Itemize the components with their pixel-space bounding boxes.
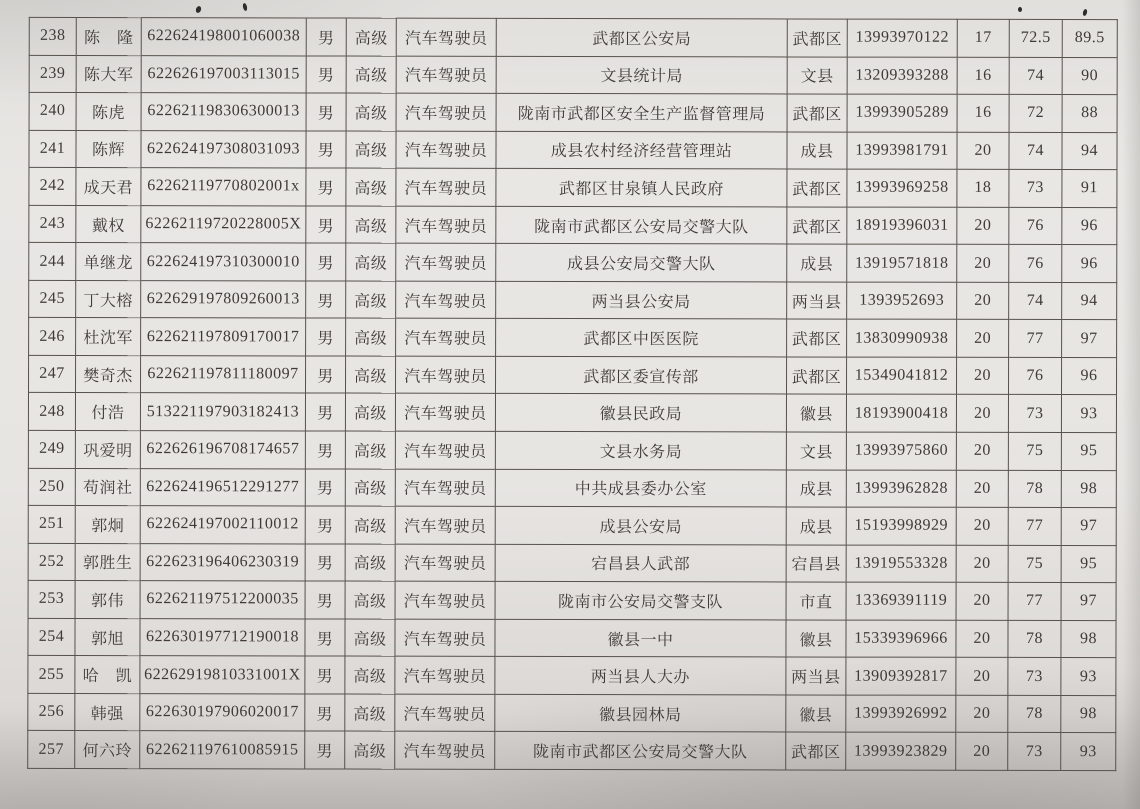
cell-index: 247 [29, 355, 76, 393]
cell-level: 高级 [345, 506, 395, 544]
paper-edge-shadow [1122, 0, 1140, 809]
cell-level: 高级 [345, 431, 395, 469]
table-row [28, 468, 1116, 508]
cell-score-3: 96 [1062, 245, 1117, 283]
cell-occupation: 汽车驾驶员 [395, 506, 495, 544]
cell-work-unit: 陇南市武都区安全生产监督管理局 [496, 93, 787, 131]
cell-work-unit: 两当县人大办 [495, 657, 786, 695]
cell-region: 武都区 [786, 357, 846, 395]
cell-name: 戴权 [76, 205, 141, 243]
cell-score-1: 20 [956, 620, 1008, 658]
cell-id-number: 622624197310300010 [141, 243, 306, 281]
cell-index: 248 [28, 393, 75, 431]
cell-name: 韩强 [75, 693, 140, 731]
table-row [29, 92, 1117, 132]
cell-name: 郭旭 [75, 618, 140, 656]
cell-name: 郭胜生 [75, 543, 140, 581]
cell-index: 240 [29, 92, 76, 130]
cell-work-unit: 宕昌县人武部 [495, 544, 786, 582]
cell-work-unit: 陇南市武都区公安局交警大队 [495, 732, 786, 770]
cell-id-number: 622626197003113015 [141, 55, 306, 93]
cell-score-2: 73 [1008, 395, 1061, 433]
cell-gender: 男 [306, 206, 346, 244]
cell-region: 市直 [786, 582, 846, 620]
table-row [29, 205, 1117, 245]
cell-gender: 男 [305, 431, 345, 469]
cell-gender: 男 [306, 131, 346, 169]
cell-region: 徽县 [786, 620, 846, 658]
cell-phone: 13909392817 [846, 657, 956, 695]
cell-region: 两当县 [786, 657, 846, 695]
cell-region: 成县 [787, 244, 847, 282]
cell-score-3: 98 [1061, 620, 1116, 658]
cell-score-3: 94 [1062, 132, 1117, 170]
table-row [28, 656, 1116, 696]
cell-phone: 13919571818 [847, 244, 957, 282]
cell-phone: 13919553328 [846, 545, 956, 583]
cell-region: 宕昌县 [786, 545, 846, 583]
cell-work-unit: 成县公安局交警大队 [496, 244, 787, 282]
cell-score-2: 78 [1008, 695, 1061, 733]
cell-region: 成县 [787, 132, 847, 170]
cell-occupation: 汽车驾驶员 [396, 18, 496, 56]
cell-work-unit: 武都区中医医院 [496, 319, 787, 357]
photo-speck [242, 3, 248, 12]
cell-score-1: 20 [956, 357, 1008, 395]
cell-level: 高级 [346, 356, 396, 394]
cell-level: 高级 [345, 619, 395, 657]
cell-gender: 男 [306, 93, 346, 131]
cell-id-number: 622621198306300013 [141, 93, 306, 131]
cell-name: 巩爱明 [75, 430, 140, 468]
cell-id-number: 622621197811180097 [141, 356, 306, 394]
cell-occupation: 汽车驾驶员 [396, 206, 496, 244]
cell-occupation: 汽车驾驶员 [396, 131, 496, 169]
cell-gender: 男 [305, 619, 345, 657]
cell-level: 高级 [345, 544, 395, 582]
cell-level: 高级 [346, 168, 396, 206]
cell-region: 武都区 [786, 732, 846, 770]
cell-occupation: 汽车驾驶员 [396, 168, 496, 206]
cell-score-3: 88 [1062, 95, 1117, 133]
cell-score-1: 20 [956, 395, 1008, 433]
cell-index: 257 [28, 731, 75, 769]
photo-speck [1082, 9, 1088, 17]
cell-score-2: 75 [1008, 432, 1061, 470]
cell-level: 高级 [346, 206, 396, 244]
table-row [29, 17, 1117, 57]
cell-score-2: 73 [1008, 733, 1061, 771]
table-row [29, 168, 1117, 208]
cell-index: 254 [28, 618, 75, 656]
cell-work-unit: 徽县园林局 [495, 694, 786, 732]
cell-index: 250 [28, 468, 75, 506]
cell-score-3: 98 [1061, 695, 1116, 733]
cell-score-1: 20 [956, 470, 1008, 508]
cell-region: 武都区 [787, 319, 847, 357]
cell-index: 244 [29, 243, 76, 281]
cell-score-3: 95 [1061, 433, 1116, 471]
cell-occupation: 汽车驾驶员 [396, 356, 496, 394]
cell-level: 高级 [345, 469, 395, 507]
cell-name: 郭炯 [75, 506, 140, 544]
table-row [28, 618, 1116, 658]
cell-name: 郭伟 [75, 581, 140, 619]
cell-id-number: 622624197308031093 [141, 130, 306, 168]
table-row [29, 280, 1117, 320]
cell-score-3: 93 [1061, 395, 1116, 433]
cell-gender: 男 [305, 469, 345, 507]
cell-score-2: 77 [1008, 508, 1061, 546]
cell-phone: 13993962828 [846, 470, 956, 508]
cell-name: 付浩 [75, 393, 140, 431]
cell-name: 陈虎 [76, 93, 141, 131]
cell-score-2: 78 [1008, 470, 1061, 508]
table-row [29, 243, 1117, 283]
cell-work-unit: 文县统计局 [496, 56, 787, 94]
cell-gender: 男 [306, 318, 346, 356]
cell-occupation: 汽车驾驶员 [395, 732, 495, 770]
cell-score-2: 78 [1008, 620, 1061, 658]
cell-phone: 1393952693 [847, 282, 957, 320]
cell-region: 武都区 [787, 169, 847, 207]
cell-score-3: 98 [1061, 470, 1116, 508]
cell-occupation: 汽车驾驶员 [396, 319, 496, 357]
cell-phone: 13993969258 [847, 169, 957, 207]
cell-score-3: 97 [1061, 508, 1116, 546]
cell-id-number: 62262119720228005X [141, 205, 306, 243]
cell-score-2: 77 [1009, 320, 1062, 358]
table-row [28, 505, 1116, 545]
cell-level: 高级 [346, 318, 396, 356]
table-row [29, 318, 1117, 358]
cell-score-1: 20 [956, 507, 1008, 545]
cell-score-3: 96 [1061, 357, 1116, 395]
cell-name: 哈 凯 [75, 656, 140, 694]
cell-score-3: 94 [1062, 282, 1117, 320]
cell-gender: 男 [305, 393, 345, 431]
cell-occupation: 汽车驾驶员 [395, 431, 495, 469]
cell-score-1: 20 [956, 695, 1008, 733]
cell-score-1: 20 [957, 320, 1009, 358]
cell-region: 文县 [786, 432, 846, 470]
cell-work-unit: 中共成县委办公室 [495, 469, 786, 507]
cell-score-3: 90 [1062, 57, 1117, 95]
cell-occupation: 汽车驾驶员 [395, 469, 495, 507]
cell-id-number: 622624196512291277 [140, 468, 305, 506]
cell-score-2: 72 [1009, 95, 1062, 133]
cell-name: 单继龙 [76, 243, 141, 281]
cell-work-unit: 武都区委宣传部 [496, 356, 787, 394]
cell-index: 253 [28, 581, 75, 619]
cell-level: 高级 [345, 656, 395, 694]
cell-name: 何六玲 [75, 731, 140, 769]
cell-index: 251 [28, 505, 75, 543]
cell-gender: 男 [305, 581, 345, 619]
cell-work-unit: 武都区公安局 [496, 18, 787, 56]
cell-gender: 男 [305, 544, 345, 582]
cell-phone: 13993975860 [846, 432, 956, 470]
cell-index: 238 [29, 17, 76, 55]
roster-table-body [28, 17, 1118, 770]
cell-index: 252 [28, 543, 75, 581]
cell-level: 高级 [346, 281, 396, 319]
cell-index: 239 [29, 55, 76, 93]
cell-phone: 18919396031 [847, 207, 957, 245]
cell-index: 243 [29, 205, 76, 243]
cell-phone: 13209393288 [847, 57, 957, 95]
cell-level: 高级 [346, 243, 396, 281]
cell-occupation: 汽车驾驶员 [395, 581, 495, 619]
cell-score-1: 16 [957, 94, 1009, 132]
cell-score-1: 20 [957, 132, 1009, 170]
cell-score-1: 20 [957, 245, 1009, 283]
cell-id-number: 62262119770802001x [141, 168, 306, 206]
cell-name: 陈辉 [76, 130, 141, 168]
cell-gender: 男 [305, 731, 345, 769]
cell-level: 高级 [345, 694, 395, 732]
cell-score-1: 20 [957, 282, 1009, 320]
cell-level: 高级 [346, 93, 396, 131]
cell-phone: 15349041812 [846, 357, 956, 395]
cell-id-number: 622630197712190018 [140, 618, 305, 656]
cell-id-number: 622629197809260013 [141, 280, 306, 318]
cell-score-3: 97 [1062, 320, 1117, 358]
cell-occupation: 汽车驾驶员 [396, 243, 496, 281]
cell-gender: 男 [306, 356, 346, 394]
cell-name: 杜沈军 [76, 318, 141, 356]
cell-name: 陈大军 [76, 55, 141, 93]
cell-region: 徽县 [786, 394, 846, 432]
cell-work-unit: 徽县一中 [495, 619, 786, 657]
cell-gender: 男 [305, 694, 345, 732]
cell-id-number: 513221197903182413 [140, 393, 305, 431]
cell-score-1: 20 [956, 583, 1008, 621]
cell-score-3: 91 [1062, 170, 1117, 208]
cell-region: 武都区 [787, 207, 847, 245]
cell-level: 高级 [345, 731, 395, 769]
cell-gender: 男 [305, 656, 345, 694]
cell-score-3: 95 [1061, 545, 1116, 583]
cell-score-1: 20 [956, 658, 1008, 696]
cell-phone: 13993905289 [847, 94, 957, 132]
cell-phone: 15339396966 [846, 620, 956, 658]
cell-work-unit: 武都区甘泉镇人民政府 [496, 169, 787, 207]
cell-id-number: 622621197610085915 [140, 731, 305, 769]
cell-id-number: 622621197809170017 [141, 318, 306, 356]
cell-id-number: 622630197906020017 [140, 693, 305, 731]
cell-score-1: 20 [956, 545, 1008, 583]
cell-work-unit: 文县水务局 [495, 431, 786, 469]
photo-speck [195, 5, 202, 13]
cell-name: 陈 隆 [76, 17, 141, 55]
cell-score-1: 20 [956, 733, 1008, 771]
cell-index: 241 [29, 130, 76, 168]
cell-score-2: 72.5 [1009, 19, 1062, 57]
cell-score-2: 76 [1009, 207, 1062, 245]
cell-id-number: 62262919810331001X [140, 656, 305, 694]
cell-score-1: 20 [956, 432, 1008, 470]
cell-score-3: 93 [1061, 733, 1116, 771]
cell-phone: 13993923829 [846, 732, 956, 770]
cell-score-1: 17 [957, 19, 1009, 57]
cell-index: 255 [28, 656, 75, 694]
cell-phone: 18193900418 [846, 395, 956, 433]
cell-score-3: 97 [1061, 583, 1116, 621]
cell-occupation: 汽车驾驶员 [395, 694, 495, 732]
cell-index: 256 [28, 693, 75, 731]
cell-score-2: 74 [1009, 132, 1062, 170]
cell-region: 成县 [786, 470, 846, 508]
table-row [28, 693, 1116, 733]
cell-level: 高级 [346, 18, 396, 56]
cell-id-number: 622624197002110012 [140, 506, 305, 544]
cell-occupation: 汽车驾驶员 [396, 93, 496, 131]
cell-score-2: 73 [1008, 658, 1061, 696]
cell-level: 高级 [346, 131, 396, 169]
cell-gender: 男 [305, 506, 345, 544]
cell-name: 丁大榕 [76, 280, 141, 318]
photo-speck [1018, 7, 1022, 12]
cell-occupation: 汽车驾驶员 [396, 56, 496, 94]
table-row [28, 543, 1116, 583]
cell-index: 242 [29, 168, 76, 206]
cell-phone: 13993970122 [847, 19, 957, 57]
cell-id-number: 622623196406230319 [140, 543, 305, 581]
table-row [29, 355, 1117, 395]
cell-gender: 男 [306, 243, 346, 281]
cell-phone: 13993926992 [846, 695, 956, 733]
cell-name: 成天君 [76, 168, 141, 206]
cell-work-unit: 陇南市公安局交警支队 [495, 582, 786, 620]
cell-score-2: 75 [1008, 545, 1061, 583]
cell-region: 徽县 [786, 695, 846, 733]
table-row [28, 393, 1116, 433]
cell-work-unit: 成县农村经济经营管理站 [496, 131, 787, 169]
cell-region: 成县 [786, 507, 846, 545]
cell-phone: 13369391119 [846, 582, 956, 620]
cell-region: 文县 [787, 56, 847, 94]
cell-score-2: 74 [1009, 282, 1062, 320]
cell-occupation: 汽车驾驶员 [395, 656, 495, 694]
cell-score-1: 16 [957, 57, 1009, 95]
cell-gender: 男 [306, 18, 346, 56]
cell-score-2: 76 [1008, 357, 1061, 395]
cell-score-2: 73 [1009, 170, 1062, 208]
roster-table [27, 17, 1118, 771]
cell-region: 武都区 [787, 19, 847, 57]
cell-phone: 13993981791 [847, 132, 957, 170]
cell-phone: 15193998929 [846, 507, 956, 545]
cell-score-3: 96 [1062, 207, 1117, 245]
table-row [29, 55, 1117, 95]
cell-region: 两当县 [787, 282, 847, 320]
cell-index: 249 [28, 430, 75, 468]
cell-name: 苟润社 [75, 468, 140, 506]
cell-gender: 男 [306, 281, 346, 319]
cell-level: 高级 [345, 393, 395, 431]
cell-work-unit: 成县公安局 [495, 506, 786, 544]
cell-gender: 男 [306, 55, 346, 93]
cell-level: 高级 [345, 581, 395, 619]
cell-work-unit: 徽县民政局 [495, 394, 786, 432]
cell-score-1: 20 [957, 207, 1009, 245]
cell-phone: 13830990938 [847, 319, 957, 357]
cell-id-number: 622626196708174657 [140, 431, 305, 469]
cell-work-unit: 陇南市武都区公安局交警大队 [496, 206, 787, 244]
cell-region: 武都区 [787, 94, 847, 132]
cell-occupation: 汽车驾驶员 [396, 281, 496, 319]
cell-score-2: 76 [1009, 245, 1062, 283]
table-row [28, 430, 1116, 470]
cell-occupation: 汽车驾驶员 [395, 619, 495, 657]
cell-index: 245 [29, 280, 76, 318]
cell-id-number: 622621197512200035 [140, 581, 305, 619]
cell-id-number: 622624198001060038 [141, 18, 306, 56]
cell-level: 高级 [346, 56, 396, 94]
table-row [28, 581, 1116, 621]
cell-occupation: 汽车驾驶员 [395, 394, 495, 432]
table-row [29, 130, 1117, 170]
cell-occupation: 汽车驾驶员 [395, 544, 495, 582]
cell-score-3: 93 [1061, 658, 1116, 696]
cell-score-2: 77 [1008, 583, 1061, 621]
cell-score-1: 18 [957, 169, 1009, 207]
table-row [28, 731, 1116, 771]
cell-gender: 男 [306, 168, 346, 206]
cell-index: 246 [29, 318, 76, 356]
cell-score-3: 89.5 [1062, 20, 1117, 58]
cell-score-2: 74 [1009, 57, 1062, 95]
cell-work-unit: 两当县公安局 [496, 281, 787, 319]
cell-name: 樊奇杰 [76, 355, 141, 393]
